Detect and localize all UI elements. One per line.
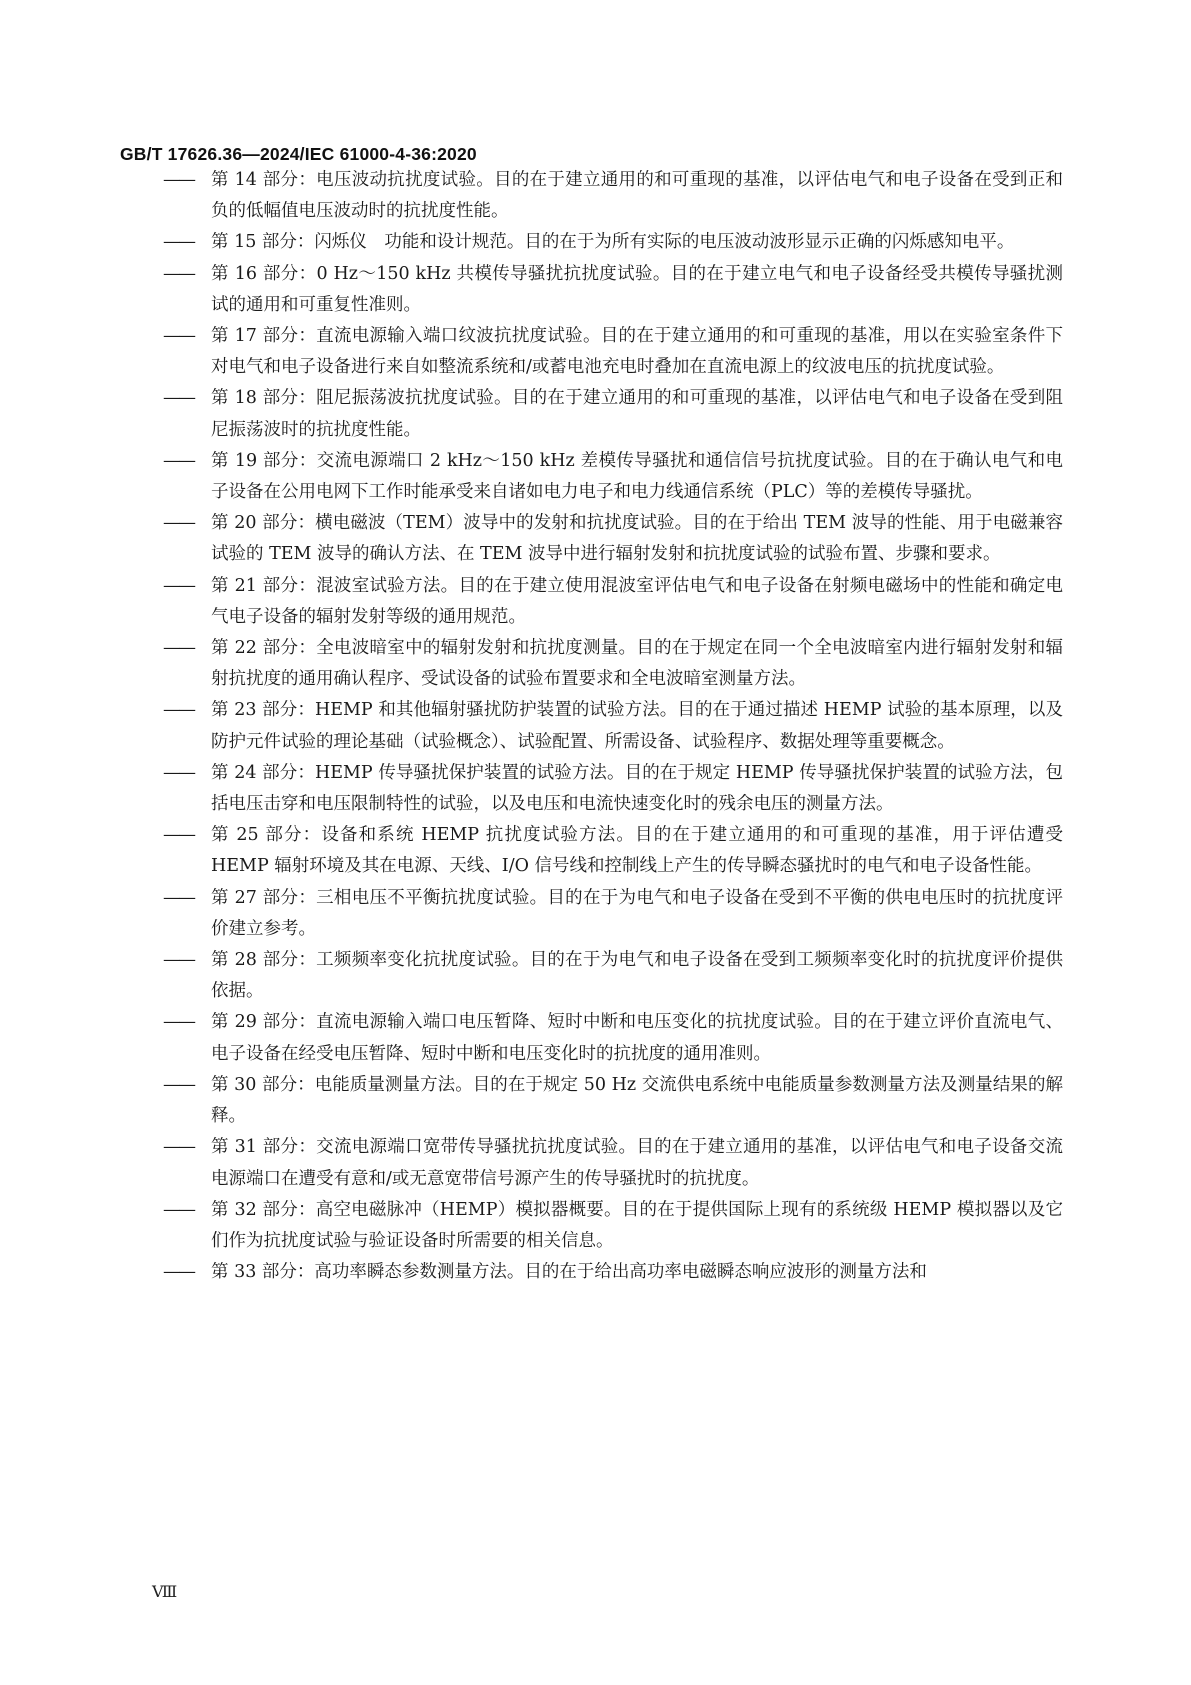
list-item-text: 第 21 部分：混波室试验方法。目的在于建立使用混波室评估电气和电子设备在射频电磁场中的性能和确定电气电子设备的辐射发射等级的通用规范。 — [211, 575, 1063, 627]
list-item-text: 第 15 部分：闪烁仪 功能和设计规范。目的在于为所有实际的电压波动波形显示正确的闪烁感知电平。 — [211, 232, 1015, 253]
list-item — [163, 227, 1063, 258]
list-item — [163, 1007, 1063, 1069]
list-item-text: 第 28 部分：工频频率变化抗扰度试验。目的在于为电气和电子设备在受到工频频率变化时的抗扰度评价提供依据。 — [211, 950, 1063, 1002]
list-item — [163, 883, 1063, 945]
list-dash: —— — [163, 450, 194, 471]
list-dash: —— — [163, 575, 194, 596]
list-dash: —— — [163, 638, 194, 659]
list-item — [163, 383, 1063, 445]
list-item — [163, 446, 1063, 508]
list-dash: —— — [163, 1074, 194, 1095]
list-item — [163, 633, 1063, 695]
list-item-text: 第 33 部分：高功率瞬态参数测量方法。目的在于给出高功率电磁瞬态响应波形的测量方法和 — [211, 1262, 927, 1283]
list-dash: —— — [163, 1137, 194, 1158]
list-item-text: 第 31 部分：交流电源端口宽带传导骚扰抗扰度试验。目的在于建立通用的基准，以评估电气和电子设备交流电源端口在遭受有意和/或无意宽带信号源产生的传导骚扰时的抗扰度。 — [211, 1137, 1063, 1189]
list-dash: —— — [163, 887, 194, 908]
list-item — [163, 259, 1063, 321]
list-item — [163, 165, 1063, 227]
list-item — [163, 1070, 1063, 1132]
list-item-text: 第 22 部分：全电波暗室中的辐射发射和抗扰度测量。目的在于规定在同一个全电波暗室内进行辐射发射和辐射抗扰度的通用确认程序、受试设备的试验布置要求和全电波暗室测量方法。 — [211, 638, 1063, 690]
list-item-text: 第 24 部分：HEMP 传导骚扰保护装置的试验方法。目的在于规定 HEMP 传导骚扰保护装置的试验方法，包括电压击穿和电压限制特性的试验，以及电压和电流快速变化时的残余电压的测量方法。 — [211, 762, 1063, 815]
page-number: Ⅷ — [152, 1584, 178, 1601]
list-item-text: 第 16 部分：0 Hz～150 kHz 共模传导骚扰抗扰度试验。目的在于建立电气和电子设备经受共模传导骚扰测试的通用和可重复性准则。 — [211, 263, 1063, 315]
list-item — [163, 1132, 1063, 1194]
list-item-text: 第 29 部分：直流电源输入端口电压暂降、短时中断和电压变化的抗扰度试验。目的在于建立评价直流电气、电子设备在经受电压暂降、短时中断和电压变化时的抗扰度的通用准则。 — [211, 1012, 1063, 1064]
list-item — [163, 945, 1063, 1007]
list-item — [163, 1257, 1063, 1288]
part-list — [163, 165, 1063, 1288]
list-item — [163, 695, 1063, 757]
list-item-text: 第 19 部分：交流电源端口 2 kHz～150 kHz 差模传导骚扰和通信信号抗扰度试验。目的在于确认电气和电子设备在公用电网下工作时能承受来自诸如电力电子和电力线通信系统（PLC）等的差模传导骚扰。 — [211, 450, 1063, 503]
list-dash: —— — [163, 762, 194, 783]
list-item-text: 第 27 部分：三相电压不平衡抗扰度试验。目的在于为电气和电子设备在受到不平衡的供电电压时的抗扰度评价建立参考。 — [211, 887, 1063, 939]
list-item-text: 第 17 部分：直流电源输入端口纹波抗扰度试验。目的在于建立通用的和可重现的基准，用以在实验室条件下对电气和电子设备进行来自如整流系统和/或蓄电池充电时叠加在直流电源上的纹波电压的抗扰度试验。 — [211, 326, 1063, 378]
list-item — [163, 820, 1063, 882]
list-dash: —— — [163, 1199, 194, 1220]
standard-header: GB/T 17626.36—2024/IEC 61000-4-36:2020 — [120, 144, 477, 164]
list-dash: —— — [163, 700, 194, 721]
list-item-text: 第 25 部分：设备和系统 HEMP 抗扰度试验方法。目的在于建立通用的和可重现的基准，用于评估遭受 HEMP 辐射环境及其在电源、天线、I/O 信号线和控制线上产生的传导瞬态骚扰时的电气和电子设备性能。 — [211, 825, 1063, 877]
list-dash: —— — [163, 326, 194, 347]
list-item — [163, 508, 1063, 570]
list-dash: —— — [163, 170, 194, 190]
list-item-text: 第 20 部分：横电磁波（TEM）波导中的发射和抗扰度试验。目的在于给出 TEM 波导的性能、用于电磁兼容试验的 TEM 波导的确认方法、在 TEM 波导中进行辐射发射和抗扰度试验的试验布置、步骤和要求。 — [211, 513, 1063, 565]
list-dash: —— — [163, 513, 194, 534]
list-item-text: 第 18 部分：阻尼振荡波抗扰度试验。目的在于建立通用的和可重现的基准，以评估电气和电子设备在受到阻尼振荡波时的抗扰度性能。 — [211, 388, 1063, 440]
list-item — [163, 571, 1063, 633]
list-dash: —— — [163, 950, 194, 971]
list-dash: —— — [163, 388, 194, 409]
list-item — [163, 1195, 1063, 1257]
list-item — [163, 321, 1063, 383]
list-item-text: 第 32 部分：高空电磁脉冲（HEMP）模拟器概要。目的在于提供国际上现有的系统级 HEMP 模拟器以及它们作为抗扰度试验与验证设备时所需要的相关信息。 — [211, 1199, 1063, 1251]
list-dash: —— — [163, 825, 194, 846]
list-dash: —— — [163, 1012, 194, 1033]
list-item-text: 第 30 部分：电能质量测量方法。目的在于规定 50 Hz 交流供电系统中电能质量参数测量方法及测量结果的解释。 — [211, 1074, 1063, 1127]
list-item-text: 第 14 部分：电压波动抗扰度试验。目的在于建立通用的和可重现的基准，以评估电气和电子设备在受到正和负的低幅值电压波动时的抗扰度性能。 — [211, 170, 1063, 222]
list-dash: —— — [163, 1262, 194, 1283]
list-dash: —— — [163, 263, 194, 284]
list-item — [163, 758, 1063, 820]
list-item-text: 第 23 部分：HEMP 和其他辐射骚扰防护装置的试验方法。目的在于通过描述 HEMP 试验的基本原理，以及防护元件试验的理论基础（试验概念）、试验配置、所需设备、试验程序、数据处理等重要概念。 — [211, 700, 1063, 752]
list-dash: —— — [163, 232, 194, 253]
